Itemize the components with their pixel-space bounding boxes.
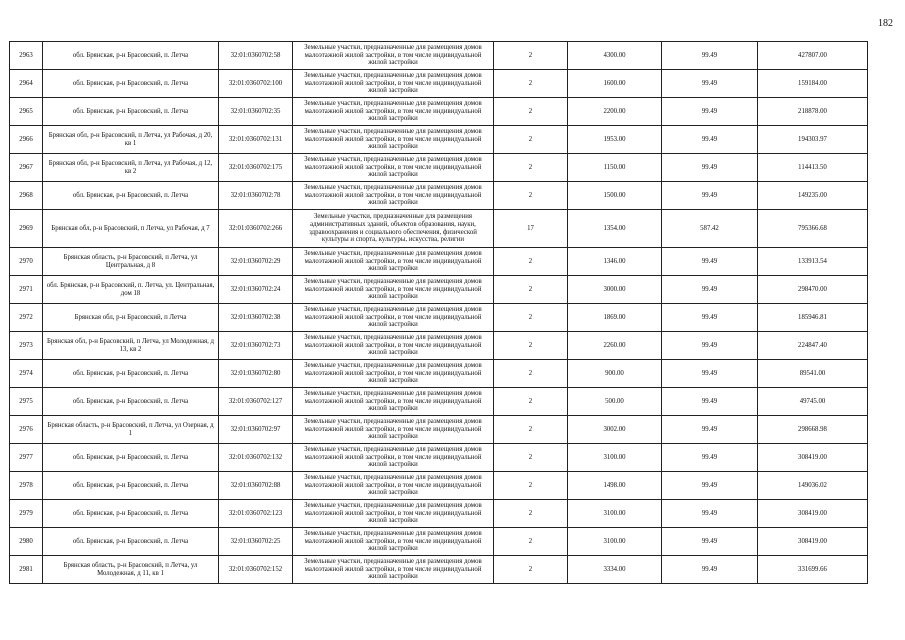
area-cell: 2260.00 xyxy=(568,332,662,360)
specific-index-cell: 99.49 xyxy=(662,248,758,276)
cadastral-value-cell: 194303.97 xyxy=(758,126,868,154)
land-use-type-cell: Земельные участки, предназначенные для размещения домов малоэтажной жилой застройки, в том числе индивидуальной жилой застройки xyxy=(293,360,494,388)
address-cell: Брянская обл, р-н Брасовский, п Летча, ул Рабочая, д 20, кв 1 xyxy=(43,126,219,154)
specific-index-cell: 587.42 xyxy=(662,210,758,248)
address-cell: обл. Брянская, р-н Брасовский, п. Летча xyxy=(43,388,219,416)
table-body xyxy=(10,42,868,584)
land-use-type-cell: Земельные участки, предназначенные для размещения домов малоэтажной жилой застройки, в том числе индивидуальной жилой застройки xyxy=(293,182,494,210)
cadastral-value-cell: 89541.00 xyxy=(758,360,868,388)
address-cell: обл. Брянская, р-н Брасовский, п. Летча xyxy=(43,42,219,70)
cadastral-number-cell: 32:01:0360702:58 xyxy=(219,42,293,70)
group-number-cell: 2 xyxy=(494,528,568,556)
address-cell: обл. Брянская, р-н Брасовский, п. Летча xyxy=(43,500,219,528)
land-use-type-cell: Земельные участки, предназначенные для размещения домов малоэтажной жилой застройки, в том числе индивидуальной жилой застройки xyxy=(293,126,494,154)
table-row xyxy=(10,500,868,528)
area-cell: 3334.00 xyxy=(568,556,662,584)
address-cell: Брянская область, р-н Брасовский, п Летча, ул Молодежная, д 11, кв 1 xyxy=(43,556,219,584)
address-cell: обл. Брянская, р-н Брасовский, п. Летча xyxy=(43,444,219,472)
specific-index-cell: 99.49 xyxy=(662,276,758,304)
cadastral-number-cell: 32:01:0360702:266 xyxy=(219,210,293,248)
row-number-cell: 2978 xyxy=(10,472,43,500)
group-number-cell: 2 xyxy=(494,70,568,98)
cadastral-value-cell: 49745.00 xyxy=(758,388,868,416)
address-cell: обл. Брянская, р-н Брасовский, п. Летча xyxy=(43,472,219,500)
group-number-cell: 2 xyxy=(494,500,568,528)
cadastral-value-cell: 795366.68 xyxy=(758,210,868,248)
address-cell: обл. Брянская, р-н Брасовский, п. Летча xyxy=(43,70,219,98)
land-registry-table xyxy=(9,41,868,584)
land-use-type-cell: Земельные участки, предназначенные для размещения домов малоэтажной жилой застройки, в том числе индивидуальной жилой застройки xyxy=(293,500,494,528)
row-number-cell: 2973 xyxy=(10,332,43,360)
table-row xyxy=(10,248,868,276)
cadastral-value-cell: 298668.98 xyxy=(758,416,868,444)
cadastral-number-cell: 32:01:0360702:29 xyxy=(219,248,293,276)
table-row xyxy=(10,98,868,126)
row-number-cell: 2971 xyxy=(10,276,43,304)
group-number-cell: 2 xyxy=(494,472,568,500)
group-number-cell: 2 xyxy=(494,332,568,360)
group-number-cell: 17 xyxy=(494,210,568,248)
cadastral-number-cell: 32:01:0360702:131 xyxy=(219,126,293,154)
table-row xyxy=(10,276,868,304)
specific-index-cell: 99.49 xyxy=(662,98,758,126)
row-number-cell: 2963 xyxy=(10,42,43,70)
area-cell: 2200.00 xyxy=(568,98,662,126)
group-number-cell: 2 xyxy=(494,556,568,584)
cadastral-value-cell: 133913.54 xyxy=(758,248,868,276)
row-number-cell: 2964 xyxy=(10,70,43,98)
table-row xyxy=(10,444,868,472)
cadastral-number-cell: 32:01:0360702:175 xyxy=(219,154,293,182)
table-row xyxy=(10,154,868,182)
table-row xyxy=(10,556,868,584)
cadastral-value-cell: 114413.50 xyxy=(758,154,868,182)
cadastral-number-cell: 32:01:0360702:127 xyxy=(219,388,293,416)
table-row xyxy=(10,70,868,98)
cadastral-number-cell: 32:01:0360702:88 xyxy=(219,472,293,500)
table-row xyxy=(10,360,868,388)
cadastral-value-cell: 149036.02 xyxy=(758,472,868,500)
address-cell: Брянская обл, р-н Брасовский, п Летча, ул Рабочая, д 7 xyxy=(43,210,219,248)
address-cell: Брянская область, р-н Брасовский, п Летча, ул Центральная, д 8 xyxy=(43,248,219,276)
area-cell: 900.00 xyxy=(568,360,662,388)
specific-index-cell: 99.49 xyxy=(662,182,758,210)
land-use-type-cell: Земельные участки, предназначенные для размещения домов малоэтажной жилой застройки, в том числе индивидуальной жилой застройки xyxy=(293,556,494,584)
cadastral-number-cell: 32:01:0360702:38 xyxy=(219,304,293,332)
cadastral-number-cell: 32:01:0360702:123 xyxy=(219,500,293,528)
group-number-cell: 2 xyxy=(494,98,568,126)
group-number-cell: 2 xyxy=(494,360,568,388)
address-cell: обл. Брянская, р-н Брасовский, п. Летча xyxy=(43,98,219,126)
cadastral-value-cell: 159184.00 xyxy=(758,70,868,98)
row-number-cell: 2965 xyxy=(10,98,43,126)
specific-index-cell: 99.49 xyxy=(662,332,758,360)
cadastral-value-cell: 218878.00 xyxy=(758,98,868,126)
land-use-type-cell: Земельные участки, предназначенные для размещения домов малоэтажной жилой застройки, в том числе индивидуальной жилой застройки xyxy=(293,42,494,70)
area-cell: 1953.00 xyxy=(568,126,662,154)
table-row xyxy=(10,182,868,210)
land-use-type-cell: Земельные участки, предназначенные для размещения домов малоэтажной жилой застройки, в том числе индивидуальной жилой застройки xyxy=(293,332,494,360)
table-row xyxy=(10,210,868,248)
cadastral-number-cell: 32:01:0360702:25 xyxy=(219,528,293,556)
address-cell: Брянская обл, р-н Брасовский, п Летча, ул Молодежная, д 13, кв 2 xyxy=(43,332,219,360)
area-cell: 1346.00 xyxy=(568,248,662,276)
cadastral-value-cell: 149235.00 xyxy=(758,182,868,210)
row-number-cell: 2974 xyxy=(10,360,43,388)
row-number-cell: 2980 xyxy=(10,528,43,556)
cadastral-number-cell: 32:01:0360702:73 xyxy=(219,332,293,360)
address-cell: Брянская обл, р-н Брасовский, п Летча, ул Рабочая, д 12, кв 2 xyxy=(43,154,219,182)
address-cell: Брянская обл, р-н Брасовский, п Летча xyxy=(43,304,219,332)
land-use-type-cell: Земельные участки, предназначенные для размещения домов малоэтажной жилой застройки, в том числе индивидуальной жилой застройки xyxy=(293,70,494,98)
row-number-cell: 2968 xyxy=(10,182,43,210)
address-cell: обл. Брянская, р-н Брасовский, п. Летча xyxy=(43,528,219,556)
specific-index-cell: 99.49 xyxy=(662,154,758,182)
cadastral-value-cell: 308419.00 xyxy=(758,444,868,472)
cadastral-number-cell: 32:01:0360702:97 xyxy=(219,416,293,444)
land-use-type-cell: Земельные участки, предназначенные для размещения домов малоэтажной жилой застройки, в том числе индивидуальной жилой застройки xyxy=(293,528,494,556)
row-number-cell: 2975 xyxy=(10,388,43,416)
land-use-type-cell: Земельные участки, предназначенные для размещения домов малоэтажной жилой застройки, в том числе индивидуальной жилой застройки xyxy=(293,416,494,444)
group-number-cell: 2 xyxy=(494,154,568,182)
group-number-cell: 2 xyxy=(494,276,568,304)
cadastral-number-cell: 32:01:0360702:78 xyxy=(219,182,293,210)
land-use-type-cell: Земельные участки, предназначенные для размещения домов малоэтажной жилой застройки, в том числе индивидуальной жилой застройки xyxy=(293,444,494,472)
area-cell: 3100.00 xyxy=(568,500,662,528)
land-use-type-cell: Земельные участки, предназначенные для размещения административных зданий, объектов образования, науки, здравоохранения и социального обеспечения, физической культуры и спорта, культуры, искусства, религии xyxy=(293,210,494,248)
group-number-cell: 2 xyxy=(494,304,568,332)
specific-index-cell: 99.49 xyxy=(662,416,758,444)
row-number-cell: 2967 xyxy=(10,154,43,182)
specific-index-cell: 99.49 xyxy=(662,444,758,472)
land-use-type-cell: Земельные участки, предназначенные для размещения домов малоэтажной жилой застройки, в том числе индивидуальной жилой застройки xyxy=(293,248,494,276)
group-number-cell: 2 xyxy=(494,248,568,276)
area-cell: 3000.00 xyxy=(568,276,662,304)
area-cell: 1354.00 xyxy=(568,210,662,248)
area-cell: 3100.00 xyxy=(568,528,662,556)
land-use-type-cell: Земельные участки, предназначенные для размещения домов малоэтажной жилой застройки, в том числе индивидуальной жилой застройки xyxy=(293,98,494,126)
specific-index-cell: 99.49 xyxy=(662,126,758,154)
address-cell: обл. Брянская, р-н Брасовский, п. Летча, ул. Центральная, дом 18 xyxy=(43,276,219,304)
specific-index-cell: 99.49 xyxy=(662,388,758,416)
area-cell: 3002.00 xyxy=(568,416,662,444)
area-cell: 500.00 xyxy=(568,388,662,416)
address-cell: обл. Брянская, р-н Брасовский, п. Летча xyxy=(43,360,219,388)
row-number-cell: 2979 xyxy=(10,500,43,528)
cadastral-number-cell: 32:01:0360702:24 xyxy=(219,276,293,304)
address-cell: обл. Брянская, р-н Брасовский, п. Летча xyxy=(43,182,219,210)
specific-index-cell: 99.49 xyxy=(662,500,758,528)
cadastral-number-cell: 32:01:0360702:132 xyxy=(219,444,293,472)
group-number-cell: 2 xyxy=(494,182,568,210)
cadastral-value-cell: 298470.00 xyxy=(758,276,868,304)
cadastral-number-cell: 32:01:0360702:100 xyxy=(219,70,293,98)
table-row xyxy=(10,304,868,332)
area-cell: 1500.00 xyxy=(568,182,662,210)
land-use-type-cell: Земельные участки, предназначенные для размещения домов малоэтажной жилой застройки, в том числе индивидуальной жилой застройки xyxy=(293,472,494,500)
table-row xyxy=(10,472,868,500)
cadastral-value-cell: 224847.40 xyxy=(758,332,868,360)
cadastral-number-cell: 32:01:0360702:35 xyxy=(219,98,293,126)
page-number: 182 xyxy=(878,18,893,29)
table-row xyxy=(10,332,868,360)
specific-index-cell: 99.49 xyxy=(662,360,758,388)
table-row xyxy=(10,126,868,154)
address-cell: Брянская область, р-н Брасовский, п Летча, ул Озерная, д 1 xyxy=(43,416,219,444)
area-cell: 1498.00 xyxy=(568,472,662,500)
table-row xyxy=(10,42,868,70)
land-use-type-cell: Земельные участки, предназначенные для размещения домов малоэтажной жилой застройки, в том числе индивидуальной жилой застройки xyxy=(293,154,494,182)
group-number-cell: 2 xyxy=(494,126,568,154)
specific-index-cell: 99.49 xyxy=(662,556,758,584)
land-use-type-cell: Земельные участки, предназначенные для размещения домов малоэтажной жилой застройки, в том числе индивидуальной жилой застройки xyxy=(293,304,494,332)
specific-index-cell: 99.49 xyxy=(662,472,758,500)
cadastral-number-cell: 32:01:0360702:80 xyxy=(219,360,293,388)
row-number-cell: 2969 xyxy=(10,210,43,248)
cadastral-value-cell: 308419.00 xyxy=(758,528,868,556)
row-number-cell: 2966 xyxy=(10,126,43,154)
land-use-type-cell: Земельные участки, предназначенные для размещения домов малоэтажной жилой застройки, в том числе индивидуальной жилой застройки xyxy=(293,388,494,416)
group-number-cell: 2 xyxy=(494,388,568,416)
area-cell: 1600.00 xyxy=(568,70,662,98)
area-cell: 4300.00 xyxy=(568,42,662,70)
cadastral-value-cell: 308419.00 xyxy=(758,500,868,528)
group-number-cell: 2 xyxy=(494,42,568,70)
specific-index-cell: 99.49 xyxy=(662,528,758,556)
land-use-type-cell: Земельные участки, предназначенные для размещения домов малоэтажной жилой застройки, в том числе индивидуальной жилой застройки xyxy=(293,276,494,304)
cadastral-value-cell: 427807.00 xyxy=(758,42,868,70)
row-number-cell: 2976 xyxy=(10,416,43,444)
row-number-cell: 2981 xyxy=(10,556,43,584)
cadastral-value-cell: 331699.66 xyxy=(758,556,868,584)
area-cell: 1869.00 xyxy=(568,304,662,332)
table-row xyxy=(10,416,868,444)
specific-index-cell: 99.49 xyxy=(662,42,758,70)
row-number-cell: 2970 xyxy=(10,248,43,276)
cadastral-value-cell: 185946.81 xyxy=(758,304,868,332)
row-number-cell: 2972 xyxy=(10,304,43,332)
group-number-cell: 2 xyxy=(494,416,568,444)
row-number-cell: 2977 xyxy=(10,444,43,472)
specific-index-cell: 99.49 xyxy=(662,70,758,98)
table-row xyxy=(10,388,868,416)
specific-index-cell: 99.49 xyxy=(662,304,758,332)
area-cell: 3100.00 xyxy=(568,444,662,472)
cadastral-number-cell: 32:01:0360702:152 xyxy=(219,556,293,584)
area-cell: 1150.00 xyxy=(568,154,662,182)
table-row xyxy=(10,528,868,556)
group-number-cell: 2 xyxy=(494,444,568,472)
